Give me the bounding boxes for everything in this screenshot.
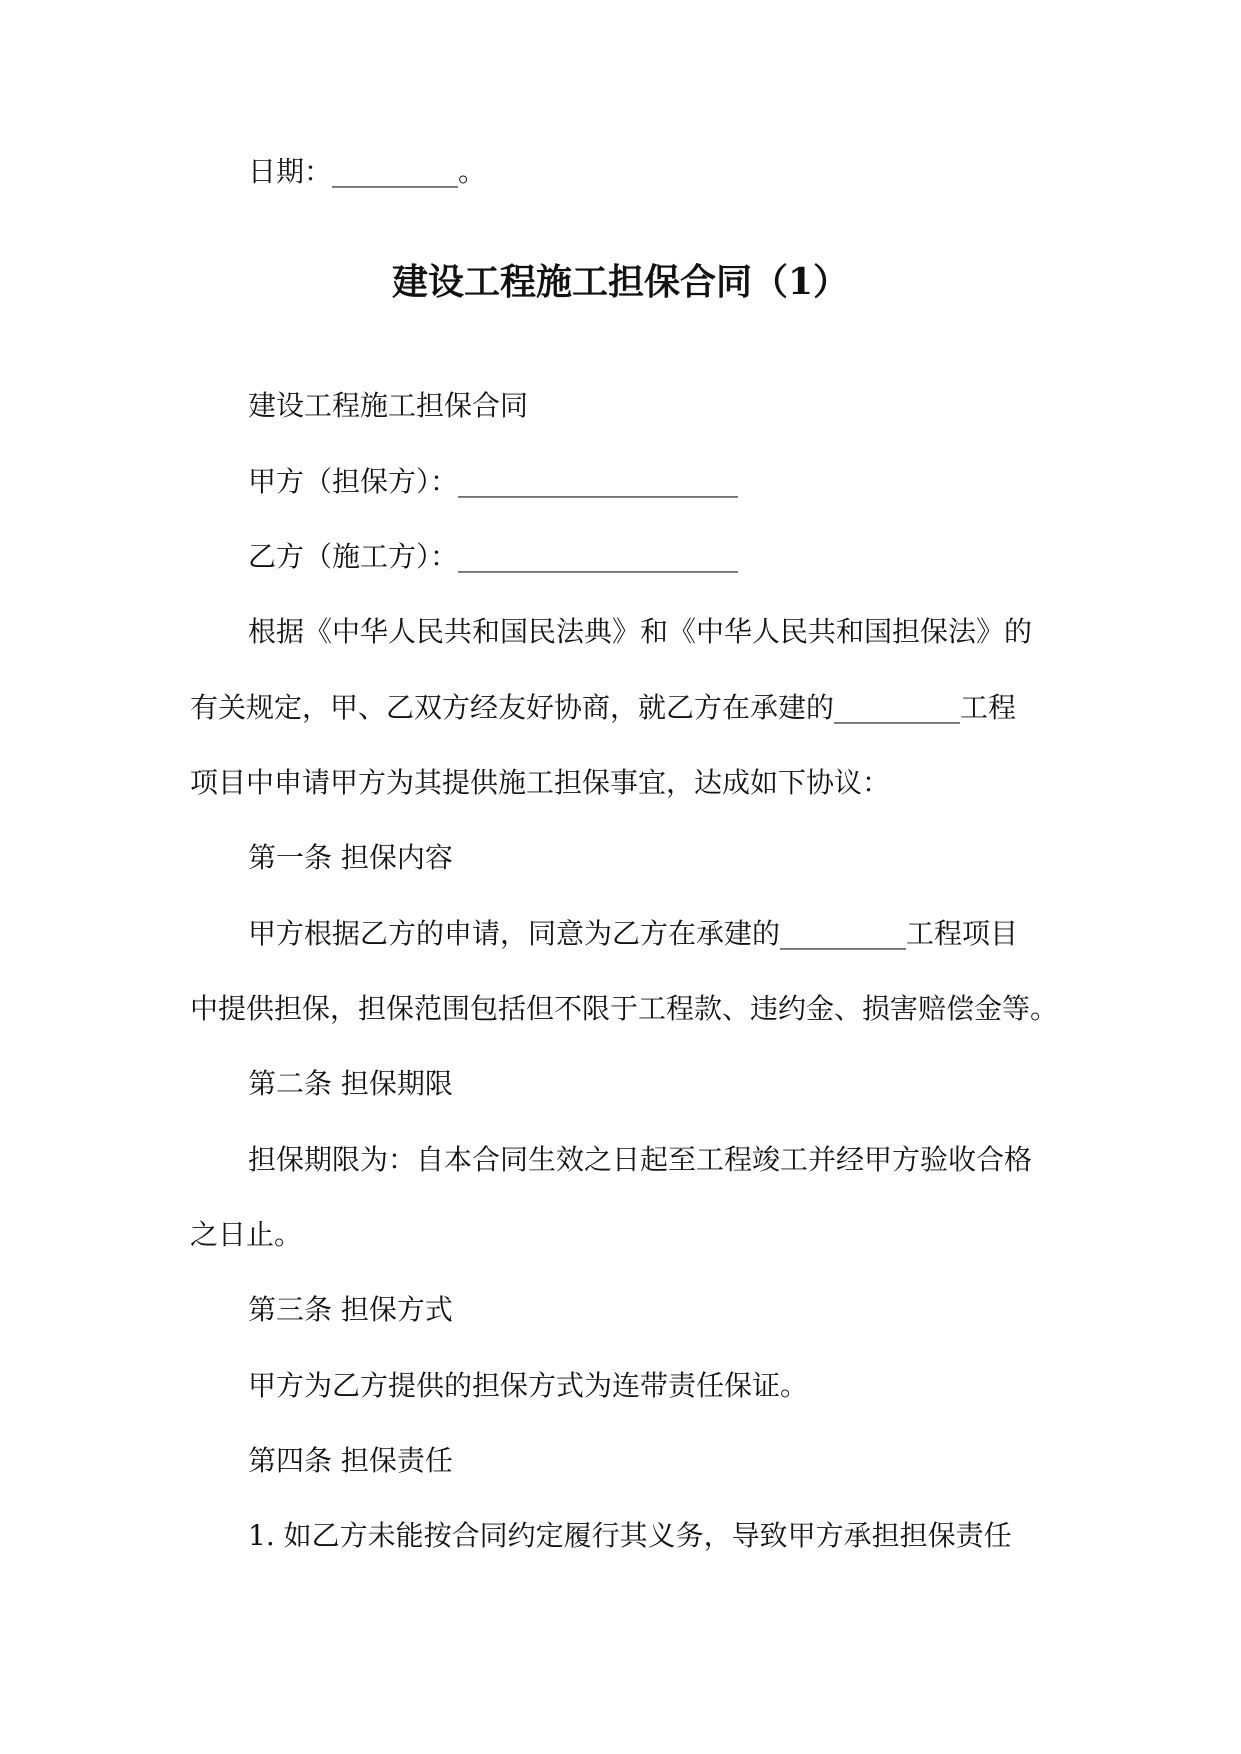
article-2-body-1: 担保期限为：自本合同生效之日起至工程竣工并经甲方验收合格 [248, 1143, 1033, 1176]
article-4-heading: 第四条 担保责任 [248, 1444, 453, 1477]
article-4-item-1: 1. 如乙方未能按合同约定履行其义务，导致甲方承担担保责任 [248, 1519, 1012, 1552]
article-1-body-1: 甲方根据乙方的申请，同意为乙方在承建的_________工程项目 [248, 917, 1019, 950]
party-a-line: 甲方（担保方）：____________________ [248, 465, 739, 498]
preamble-line-3: 项目中申请甲方为其提供施工担保事宜，达成如下协议： [190, 766, 891, 799]
article-2-body-2: 之日止。 [190, 1218, 303, 1251]
party-b-line: 乙方（施工方）：____________________ [248, 540, 739, 573]
article-1-heading: 第一条 担保内容 [248, 841, 453, 874]
article-3-heading: 第三条 担保方式 [248, 1293, 453, 1326]
date-line: 日期：_________。 [248, 155, 487, 188]
contract-subtitle: 建设工程施工担保合同 [248, 389, 529, 422]
document-title: 建设工程施工担保合同（1） [391, 261, 850, 303]
article-1-body-2: 中提供担保，担保范围包括但不限于工程款、违约金、损害赔偿金等。 [190, 992, 1059, 1025]
article-2-heading: 第二条 担保期限 [248, 1067, 453, 1100]
article-3-body-1: 甲方为乙方提供的担保方式为连带责任保证。 [248, 1369, 809, 1402]
preamble-line-1: 根据《中华人民共和国民法典》和《中华人民共和国担保法》的 [248, 615, 1033, 648]
preamble-line-2: 有关规定，甲、乙双方经友好协商，就乙方在承建的_________工程 [190, 691, 1017, 724]
